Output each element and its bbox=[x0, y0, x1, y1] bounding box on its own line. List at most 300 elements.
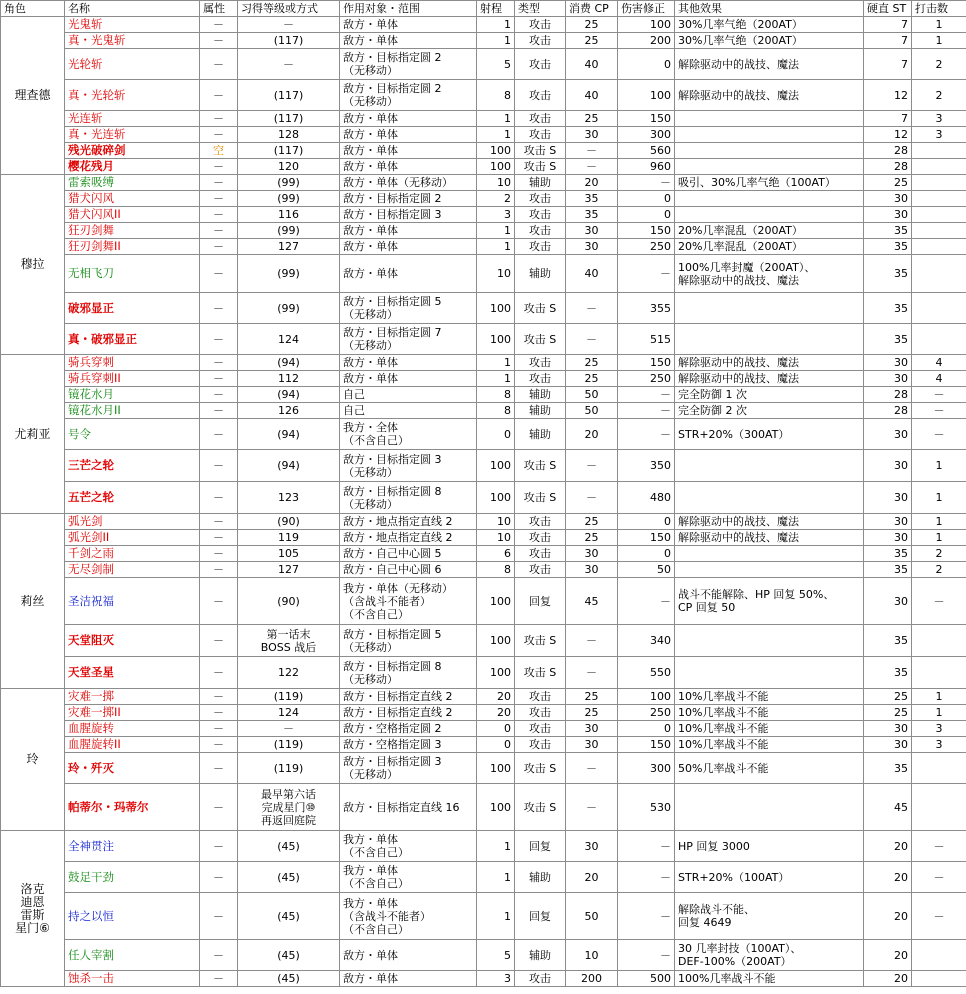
skill-effect: 10%几率战斗不能 bbox=[675, 721, 864, 737]
skill-attribute: － bbox=[200, 940, 238, 971]
skill-hits bbox=[912, 753, 966, 784]
skill-attribute: － bbox=[200, 175, 238, 191]
skill-hits bbox=[912, 255, 966, 293]
skill-range: 0 bbox=[477, 721, 515, 737]
skill-hits: 1 bbox=[912, 689, 966, 705]
skill-name: 弧光剑 bbox=[65, 514, 200, 530]
skill-target: 敌方・单体（无移动） bbox=[340, 175, 477, 191]
skill-effect bbox=[675, 450, 864, 482]
skill-target: 敌方・单体 bbox=[340, 371, 477, 387]
skill-effect: 解除驱动中的战技、魔法 bbox=[675, 49, 864, 80]
skill-hits: 4 bbox=[912, 371, 966, 387]
skill-cp: 25 bbox=[566, 33, 618, 49]
skill-stiff: 28 bbox=[864, 387, 912, 403]
skill-attribute: － bbox=[200, 657, 238, 689]
skill-hits bbox=[912, 175, 966, 191]
skill-name: 破邪显正 bbox=[65, 293, 200, 324]
skill-stiff: 25 bbox=[864, 689, 912, 705]
skill-type: 攻击 bbox=[515, 49, 566, 80]
skill-hits: 1 bbox=[912, 17, 966, 33]
skill-stiff: 7 bbox=[864, 111, 912, 127]
skill-learn: (45) bbox=[238, 940, 340, 971]
skill-cp: 25 bbox=[566, 530, 618, 546]
skill-range: 100 bbox=[477, 324, 515, 355]
skill-range: 100 bbox=[477, 753, 515, 784]
skill-cp: 30 bbox=[566, 721, 618, 737]
skill-damage: 560 bbox=[618, 143, 675, 159]
skill-learn: 127 bbox=[238, 239, 340, 255]
skill-stiff: 30 bbox=[864, 482, 912, 514]
skill-learn: 124 bbox=[238, 705, 340, 721]
skill-range: 100 bbox=[477, 784, 515, 831]
skill-learn: (45) bbox=[238, 831, 340, 862]
skill-type: 辅助 bbox=[515, 255, 566, 293]
skill-cp: － bbox=[566, 324, 618, 355]
skill-cp: 25 bbox=[566, 111, 618, 127]
skill-type: 攻击 bbox=[515, 514, 566, 530]
header-target: 作用对象・范围 bbox=[340, 1, 477, 17]
header-name: 名称 bbox=[65, 1, 200, 17]
role-name: 尤莉亚 bbox=[1, 355, 65, 514]
skill-cp: 30 bbox=[566, 737, 618, 753]
table-row bbox=[1, 223, 966, 239]
skill-stiff: 35 bbox=[864, 562, 912, 578]
skill-effect: 解除驱动中的战技、魔法 bbox=[675, 371, 864, 387]
skill-target: 敌方・单体 bbox=[340, 143, 477, 159]
skill-effect bbox=[675, 562, 864, 578]
skill-range: 100 bbox=[477, 159, 515, 175]
skill-attribute: － bbox=[200, 111, 238, 127]
skill-effect bbox=[675, 324, 864, 355]
skill-attribute: － bbox=[200, 239, 238, 255]
skill-type: 攻击 S bbox=[515, 450, 566, 482]
skill-target: 自己 bbox=[340, 403, 477, 419]
table-row bbox=[1, 111, 966, 127]
skill-attribute: － bbox=[200, 371, 238, 387]
skill-range: 1 bbox=[477, 831, 515, 862]
skill-name: 血腥旋转 bbox=[65, 721, 200, 737]
skill-cp: 20 bbox=[566, 862, 618, 893]
skill-name: 号令 bbox=[65, 419, 200, 450]
skill-type: 攻击 S bbox=[515, 657, 566, 689]
skill-attribute: － bbox=[200, 530, 238, 546]
skill-name: 真・光连斩 bbox=[65, 127, 200, 143]
skill-attribute: － bbox=[200, 355, 238, 371]
skill-type: 攻击 S bbox=[515, 753, 566, 784]
table-row bbox=[1, 721, 966, 737]
skill-type: 回复 bbox=[515, 893, 566, 940]
skill-range: 8 bbox=[477, 80, 515, 111]
skill-hits bbox=[912, 971, 966, 987]
skill-attribute: － bbox=[200, 207, 238, 223]
skill-damage: 340 bbox=[618, 625, 675, 657]
skill-hits bbox=[912, 207, 966, 223]
skill-cp: － bbox=[566, 293, 618, 324]
skill-name: 骑兵穿刺 bbox=[65, 355, 200, 371]
skill-hits: － bbox=[912, 419, 966, 450]
table-row bbox=[1, 255, 966, 293]
skill-stiff: 30 bbox=[864, 419, 912, 450]
skill-name: 无相飞刀 bbox=[65, 255, 200, 293]
skill-effect: 100%几率封魔（200AT）、 解除驱动中的战技、魔法 bbox=[675, 255, 864, 293]
skill-effect bbox=[675, 546, 864, 562]
skill-cp: 20 bbox=[566, 419, 618, 450]
skill-name: 蚀杀一击 bbox=[65, 971, 200, 987]
table-row bbox=[1, 689, 966, 705]
skill-learn: 127 bbox=[238, 562, 340, 578]
skill-effect: 20%几率混乱（200AT） bbox=[675, 239, 864, 255]
skill-effect bbox=[675, 207, 864, 223]
table-body bbox=[1, 17, 966, 987]
skill-range: 10 bbox=[477, 175, 515, 191]
skill-attribute: － bbox=[200, 255, 238, 293]
skill-damage: 200 bbox=[618, 33, 675, 49]
skill-type: 攻击 bbox=[515, 371, 566, 387]
table-row bbox=[1, 530, 966, 546]
skill-damage: 960 bbox=[618, 159, 675, 175]
table-row bbox=[1, 419, 966, 450]
skill-name: 弧光剑II bbox=[65, 530, 200, 546]
skill-target: 敌方・地点指定直线 2 bbox=[340, 514, 477, 530]
header-damage: 伤害修正 bbox=[618, 1, 675, 17]
skill-name: 灾难一掷II bbox=[65, 705, 200, 721]
header-role: 角色 bbox=[1, 1, 65, 17]
skill-attribute: 空 bbox=[200, 143, 238, 159]
skill-learn: － bbox=[238, 49, 340, 80]
skill-stiff: 30 bbox=[864, 450, 912, 482]
table-row bbox=[1, 239, 966, 255]
skill-hits: － bbox=[912, 862, 966, 893]
skill-effect bbox=[675, 127, 864, 143]
skill-attribute: － bbox=[200, 324, 238, 355]
skill-stiff: 25 bbox=[864, 705, 912, 721]
skill-effect: 解除驱动中的战技、魔法 bbox=[675, 514, 864, 530]
skill-stiff: 20 bbox=[864, 831, 912, 862]
skill-hits: 1 bbox=[912, 33, 966, 49]
skill-target: 敌方・单体 bbox=[340, 971, 477, 987]
skill-learn: (94) bbox=[238, 355, 340, 371]
table-row bbox=[1, 371, 966, 387]
skill-stiff: 20 bbox=[864, 862, 912, 893]
skill-name: 狂刃剑舞II bbox=[65, 239, 200, 255]
skill-damage: 100 bbox=[618, 17, 675, 33]
skill-attribute: － bbox=[200, 127, 238, 143]
skill-damage: 150 bbox=[618, 737, 675, 753]
skill-damage: 150 bbox=[618, 530, 675, 546]
skill-target: 敌方・目标指定圆 3 （无移动） bbox=[340, 753, 477, 784]
skill-learn: 116 bbox=[238, 207, 340, 223]
table-row bbox=[1, 293, 966, 324]
skill-attribute: － bbox=[200, 705, 238, 721]
table-row bbox=[1, 893, 966, 940]
skill-stiff: 20 bbox=[864, 940, 912, 971]
skill-attribute: － bbox=[200, 450, 238, 482]
skill-hits: － bbox=[912, 831, 966, 862]
role-name: 玲 bbox=[1, 689, 65, 831]
skill-learn: － bbox=[238, 721, 340, 737]
skill-hits: 1 bbox=[912, 514, 966, 530]
table-row bbox=[1, 562, 966, 578]
skill-name: 光轮斩 bbox=[65, 49, 200, 80]
skill-effect bbox=[675, 111, 864, 127]
skill-type: 攻击 bbox=[515, 33, 566, 49]
skill-target: 敌方・目标指定圆 5 （无移动） bbox=[340, 293, 477, 324]
skill-cp: 45 bbox=[566, 578, 618, 625]
skill-target: 敌方・单体 bbox=[340, 127, 477, 143]
skill-target: 敌方・单体 bbox=[340, 940, 477, 971]
skill-hits bbox=[912, 940, 966, 971]
skill-effect: 10%几率战斗不能 bbox=[675, 737, 864, 753]
skill-damage: 0 bbox=[618, 191, 675, 207]
skill-range: 3 bbox=[477, 207, 515, 223]
skill-stiff: 35 bbox=[864, 546, 912, 562]
skill-attribute: － bbox=[200, 737, 238, 753]
skill-stiff: 30 bbox=[864, 191, 912, 207]
skill-learn: 122 bbox=[238, 657, 340, 689]
skill-range: 1 bbox=[477, 355, 515, 371]
skill-cp: 20 bbox=[566, 175, 618, 191]
skill-damage: － bbox=[618, 175, 675, 191]
skill-damage: － bbox=[618, 387, 675, 403]
skill-effect: 解除战斗不能、 回复 4649 bbox=[675, 893, 864, 940]
table-row bbox=[1, 831, 966, 862]
skill-learn: (117) bbox=[238, 33, 340, 49]
skill-range: 100 bbox=[477, 143, 515, 159]
table-row bbox=[1, 387, 966, 403]
skill-hits: 1 bbox=[912, 482, 966, 514]
skill-cp: 30 bbox=[566, 546, 618, 562]
skill-stiff: 7 bbox=[864, 17, 912, 33]
skill-stiff: 35 bbox=[864, 223, 912, 239]
skill-range: 0 bbox=[477, 737, 515, 753]
skill-type: 攻击 S bbox=[515, 159, 566, 175]
skill-learn: (94) bbox=[238, 450, 340, 482]
table-row bbox=[1, 862, 966, 893]
skill-name: 千剑之雨 bbox=[65, 546, 200, 562]
skill-stiff: 12 bbox=[864, 127, 912, 143]
table-row bbox=[1, 514, 966, 530]
skill-range: 100 bbox=[477, 482, 515, 514]
skill-effect: 解除驱动中的战技、魔法 bbox=[675, 530, 864, 546]
skill-target: 自己 bbox=[340, 387, 477, 403]
skill-type: 攻击 S bbox=[515, 625, 566, 657]
skill-type: 攻击 bbox=[515, 191, 566, 207]
skill-name: 残光破碎剑 bbox=[65, 143, 200, 159]
skill-type: 辅助 bbox=[515, 175, 566, 191]
skill-name: 真・破邪显正 bbox=[65, 324, 200, 355]
table-row bbox=[1, 625, 966, 657]
skill-type: 辅助 bbox=[515, 940, 566, 971]
skill-type: 回复 bbox=[515, 578, 566, 625]
table-row bbox=[1, 175, 966, 191]
skill-effect: STR+20%（300AT） bbox=[675, 419, 864, 450]
skill-hits bbox=[912, 239, 966, 255]
skill-name: 骑兵穿刺II bbox=[65, 371, 200, 387]
skill-name: 镜花水月 bbox=[65, 387, 200, 403]
skill-effect: 30 几率封技（100AT）、 DEF-100%（200AT） bbox=[675, 940, 864, 971]
skill-cp: － bbox=[566, 657, 618, 689]
skill-damage: 150 bbox=[618, 223, 675, 239]
skill-stiff: 12 bbox=[864, 80, 912, 111]
skill-effect: STR+20%（100AT） bbox=[675, 862, 864, 893]
skill-damage: 250 bbox=[618, 705, 675, 721]
skill-damage: 0 bbox=[618, 207, 675, 223]
skill-hits: 2 bbox=[912, 546, 966, 562]
table-row bbox=[1, 355, 966, 371]
skill-learn: (94) bbox=[238, 419, 340, 450]
skill-cp: 25 bbox=[566, 355, 618, 371]
skill-range: 1 bbox=[477, 223, 515, 239]
skill-name: 雷索吸缚 bbox=[65, 175, 200, 191]
skill-target: 敌方・单体 bbox=[340, 355, 477, 371]
skill-name: 圣洁祝福 bbox=[65, 578, 200, 625]
skill-stiff: 35 bbox=[864, 657, 912, 689]
skill-type: 攻击 bbox=[515, 737, 566, 753]
header-cp: 消费 CP bbox=[566, 1, 618, 17]
skill-target: 我方・单体 （不含自己） bbox=[340, 831, 477, 862]
skill-cp: 40 bbox=[566, 49, 618, 80]
skill-range: 1 bbox=[477, 893, 515, 940]
skill-target: 敌方・单体 bbox=[340, 33, 477, 49]
skill-name: 猎犬闪风 bbox=[65, 191, 200, 207]
skill-hits bbox=[912, 223, 966, 239]
skill-learn: (99) bbox=[238, 293, 340, 324]
skill-cp: 50 bbox=[566, 893, 618, 940]
table-row bbox=[1, 403, 966, 419]
skill-damage: － bbox=[618, 419, 675, 450]
skill-attribute: － bbox=[200, 562, 238, 578]
skill-damage: － bbox=[618, 403, 675, 419]
skill-type: 回复 bbox=[515, 831, 566, 862]
skill-range: 100 bbox=[477, 657, 515, 689]
skill-type: 攻击 S bbox=[515, 143, 566, 159]
skill-range: 10 bbox=[477, 514, 515, 530]
skill-learn: 123 bbox=[238, 482, 340, 514]
skill-damage: 0 bbox=[618, 546, 675, 562]
skill-range: 1 bbox=[477, 371, 515, 387]
skill-target: 我方・单体 （含战斗不能者） （不含自己） bbox=[340, 893, 477, 940]
skill-cp: 50 bbox=[566, 403, 618, 419]
skill-range: 1 bbox=[477, 17, 515, 33]
header-stiff: 硬直 ST bbox=[864, 1, 912, 17]
skill-stiff: 7 bbox=[864, 33, 912, 49]
skill-learn: 124 bbox=[238, 324, 340, 355]
skill-effect: HP 回复 3000 bbox=[675, 831, 864, 862]
skill-type: 攻击 bbox=[515, 111, 566, 127]
skill-damage: 480 bbox=[618, 482, 675, 514]
skill-hits: － bbox=[912, 403, 966, 419]
table-row bbox=[1, 324, 966, 355]
skill-damage: 530 bbox=[618, 784, 675, 831]
skill-hits: 1 bbox=[912, 530, 966, 546]
skill-hits: 3 bbox=[912, 111, 966, 127]
skill-type: 攻击 bbox=[515, 562, 566, 578]
skill-type: 辅助 bbox=[515, 419, 566, 450]
skill-range: 20 bbox=[477, 705, 515, 721]
skill-name: 真・光鬼斩 bbox=[65, 33, 200, 49]
skill-hits bbox=[912, 657, 966, 689]
skill-name: 光鬼斩 bbox=[65, 17, 200, 33]
skill-range: 2 bbox=[477, 191, 515, 207]
skill-stiff: 20 bbox=[864, 893, 912, 940]
skill-stiff: 28 bbox=[864, 403, 912, 419]
skill-hits: 1 bbox=[912, 450, 966, 482]
skill-hits: － bbox=[912, 893, 966, 940]
table-row bbox=[1, 159, 966, 175]
skill-damage: 250 bbox=[618, 371, 675, 387]
skill-cp: － bbox=[566, 143, 618, 159]
skill-name: 天堂圣星 bbox=[65, 657, 200, 689]
skill-type: 辅助 bbox=[515, 387, 566, 403]
table-row bbox=[1, 191, 966, 207]
skill-target: 敌方・目标指定圆 3 bbox=[340, 207, 477, 223]
skill-damage: 100 bbox=[618, 80, 675, 111]
skill-type: 攻击 bbox=[515, 80, 566, 111]
skill-attribute: － bbox=[200, 578, 238, 625]
skill-attribute: － bbox=[200, 971, 238, 987]
table-row bbox=[1, 17, 966, 33]
skill-target: 敌方・目标指定圆 2 （无移动） bbox=[340, 80, 477, 111]
skill-learn: (117) bbox=[238, 143, 340, 159]
table-header bbox=[1, 1, 966, 17]
skill-range: 8 bbox=[477, 403, 515, 419]
skill-type: 攻击 bbox=[515, 546, 566, 562]
skill-attribute: － bbox=[200, 893, 238, 940]
skill-cp: 200 bbox=[566, 971, 618, 987]
skill-hits: 3 bbox=[912, 737, 966, 753]
table-row bbox=[1, 450, 966, 482]
skill-effect bbox=[675, 143, 864, 159]
skill-damage: － bbox=[618, 940, 675, 971]
skill-target: 敌方・单体 bbox=[340, 223, 477, 239]
skill-attribute: － bbox=[200, 387, 238, 403]
skill-stiff: 45 bbox=[864, 784, 912, 831]
header-learn: 习得等级或方式 bbox=[238, 1, 340, 17]
table-row bbox=[1, 578, 966, 625]
skill-stiff: 30 bbox=[864, 737, 912, 753]
skill-attribute: － bbox=[200, 625, 238, 657]
skill-range: 100 bbox=[477, 578, 515, 625]
table-row bbox=[1, 127, 966, 143]
skill-type: 攻击 S bbox=[515, 784, 566, 831]
skill-cp: 35 bbox=[566, 191, 618, 207]
skill-learn: 128 bbox=[238, 127, 340, 143]
skill-hits bbox=[912, 191, 966, 207]
skill-effect bbox=[675, 293, 864, 324]
skill-attribute: － bbox=[200, 80, 238, 111]
skill-attribute: － bbox=[200, 482, 238, 514]
skill-range: 3 bbox=[477, 971, 515, 987]
skill-range: 100 bbox=[477, 450, 515, 482]
skill-hits bbox=[912, 159, 966, 175]
skill-name: 全神贯注 bbox=[65, 831, 200, 862]
role-name: 穆拉 bbox=[1, 175, 65, 355]
skill-effect: 10%几率战斗不能 bbox=[675, 705, 864, 721]
skill-effect: 30%几率气绝（200AT） bbox=[675, 33, 864, 49]
skill-effect: 完全防御 2 次 bbox=[675, 403, 864, 419]
table-row bbox=[1, 482, 966, 514]
skill-target: 我方・单体（无移动） （含战斗不能者） （不含自己） bbox=[340, 578, 477, 625]
skill-stiff: 25 bbox=[864, 175, 912, 191]
skill-target: 敌方・目标指定圆 2 bbox=[340, 191, 477, 207]
skill-learn: (45) bbox=[238, 862, 340, 893]
skill-range: 5 bbox=[477, 940, 515, 971]
skill-damage: 50 bbox=[618, 562, 675, 578]
skill-learn: (119) bbox=[238, 737, 340, 753]
skill-stiff: 7 bbox=[864, 49, 912, 80]
header-hits: 打击数 bbox=[912, 1, 966, 17]
skill-type: 辅助 bbox=[515, 403, 566, 419]
